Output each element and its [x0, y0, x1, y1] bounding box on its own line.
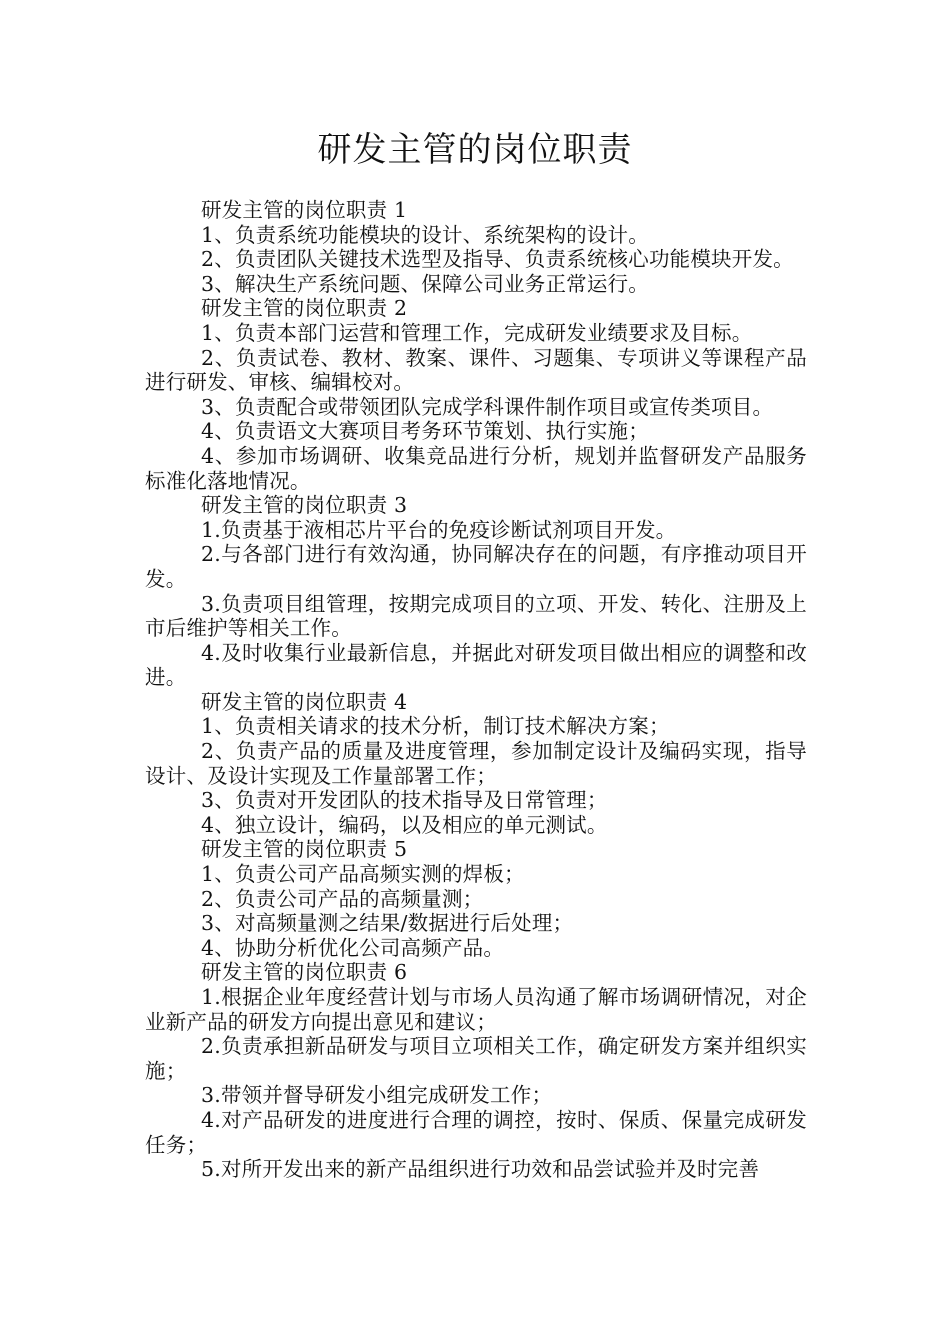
paragraph: 4、协助分析优化公司高频产品。: [201, 935, 505, 960]
paragraph: 2、负责产品的质量及进度管理，参加制定设计及编码实现，指导设计、及设计实现及工作量部署工作；: [145, 739, 807, 788]
paragraph: 5.对所开发出来的新产品组织进行功效和品尝试验并及时完善: [201, 1157, 760, 1182]
paragraph: 1、负责本部门运营和管理工作，完成研发业绩要求及目标。: [201, 320, 753, 345]
paragraph: 3、负责对开发团队的技术指导及日常管理；: [201, 788, 608, 813]
document-body: [145, 198, 807, 1182]
paragraph: 3.带领并督导研发小组完成研发工作；: [201, 1083, 553, 1108]
paragraph: 1、负责相关请求的技术分析，制订技术解决方案；: [201, 714, 670, 739]
paragraph: 3、负责配合或带领团队完成学科课件制作项目或宣传类项目。: [201, 394, 774, 419]
paragraph: 4.及时收集行业最新信息，并据此对研发项目做出相应的调整和改进。: [145, 640, 807, 690]
paragraph: 1、负责系统功能模块的设计、系统架构的设计。: [201, 222, 649, 247]
section-heading: 研发主管的岗位职责 2: [201, 296, 408, 321]
section-heading: 研发主管的岗位职责 3: [201, 493, 408, 518]
paragraph: 3、解决生产系统问题、保障公司业务正常运行。: [201, 271, 649, 296]
paragraph: 3.负责项目组管理，按期完成项目的立项、开发、转化、注册及上市后维护等相关工作。: [145, 591, 807, 641]
paragraph: 2、负责公司产品的高频量测；: [201, 886, 484, 911]
paragraph: 3、对高频量测之结果/数据进行后处理；: [201, 911, 574, 936]
paragraph: 4、参加市场调研、收集竞品进行分析，规划并监督研发产品服务标准化落地情况。: [145, 443, 807, 493]
paragraph: 2、负责团队关键技术选型及指导、负责系统核心功能模块开发。: [201, 247, 794, 272]
paragraph: 4、独立设计，编码，以及相应的单元测试。: [201, 812, 608, 837]
paragraph: 1.根据企业年度经营计划与市场人员沟通了解市场调研情况，对企业新产品的研发方向提出意见和建议；: [145, 985, 807, 1034]
section-heading: 研发主管的岗位职责 4: [201, 689, 408, 714]
paragraph: 2.负责承担新品研发与项目立项相关工作，确定研发方案并组织实施；: [145, 1034, 807, 1083]
paragraph: 4、负责语文大赛项目考务环节策划、执行实施；: [201, 419, 649, 444]
section-heading: 研发主管的岗位职责 5: [201, 837, 408, 862]
paragraph: 1.负责基于液相芯片平台的免疫诊断试剂项目开发。: [201, 517, 677, 542]
section-heading: 研发主管的岗位职责 1: [201, 198, 408, 222]
paragraph: 2.与各部门进行有效沟通，协同解决存在的问题，有序推动项目开发。: [145, 542, 807, 591]
section-heading: 研发主管的岗位职责 6: [201, 960, 408, 985]
paragraph: 2、负责试卷、教材、教案、课件、习题集、专项讲义等课程产品进行研发、审核、编辑校对。: [145, 345, 807, 395]
paragraph: 4.对产品研发的进度进行合理的调控，按时、保质、保量完成研发任务；: [145, 1107, 807, 1157]
paragraph: 1、负责公司产品高频实测的焊板；: [201, 862, 525, 887]
document-title: 研发主管的岗位职责: [317, 130, 633, 170]
